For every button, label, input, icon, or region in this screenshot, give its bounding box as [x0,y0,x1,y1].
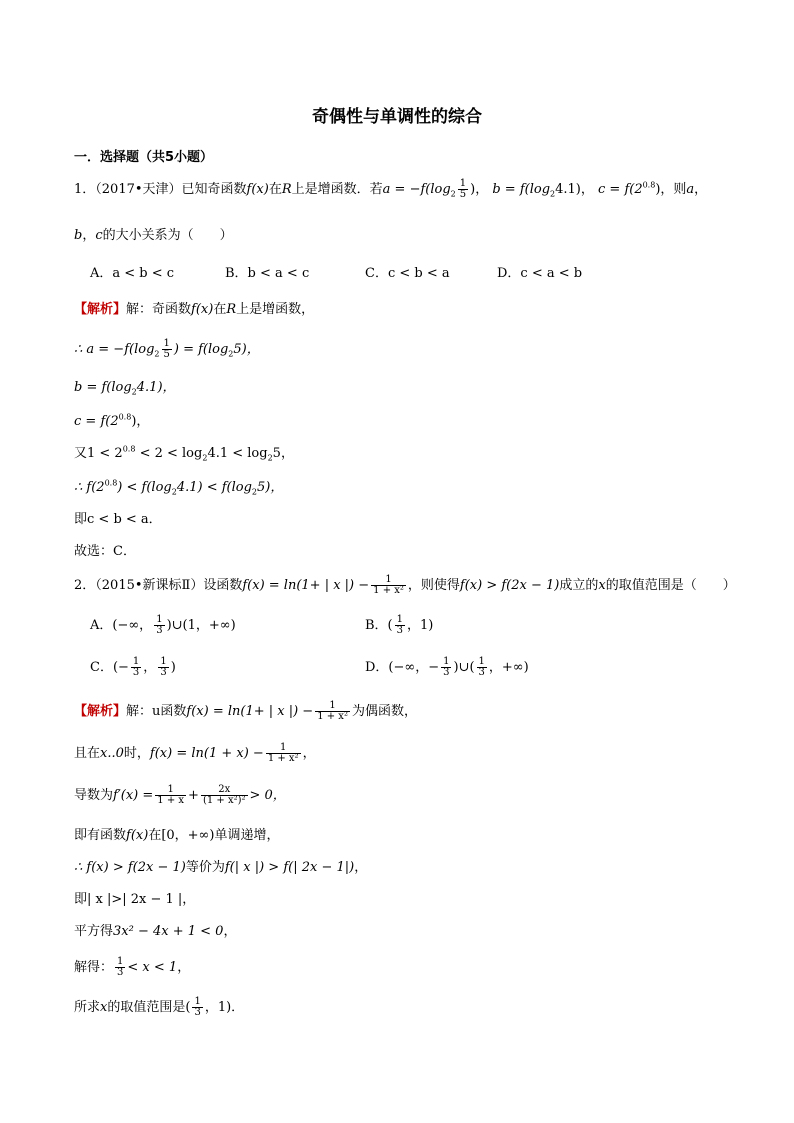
q2-solution-line8: 解得： $\frac{1}{3}$ < x < 1， [74,956,191,978]
q2-solution-line5: ∴ f(x) > f(2x − 1)等价为f(| x |) > f(| 2x − 1|)， [74,860,368,875]
q2-solution-line1: 【解析】解：u函数f(x) = ln(1+ | x |) − $\frac{1}{\text{1 + x²}}$ 为偶函数， [74,700,417,722]
q2-solution-line7: 平方得3x² − 4x + 1 < 0， [74,924,237,939]
section-heading: 一．选择题（共5小题） [74,150,214,165]
q1-solution-line4: $c = f(2^{0.8})$， [74,412,150,429]
q1-solution-line1: 【解析】解：奇函数f(x)在R上是增函数， [74,302,315,317]
q1-option-b: B．b < a < c [225,266,310,281]
q1-solution-line5: 又$1 < 2^{0.8} < 2 < \log_24.1 < \log_25$， [74,444,294,463]
q1-option-d: D．c < a < b [497,266,583,281]
q1-solution-line6: ∴ $f(2^{0.8}) < f(\log_24.1) < f(\log_25)$， [74,478,284,497]
q2-option-c: C．(− $\frac{1}{3}$ ， $\frac{1}{3}$ ) [90,656,176,678]
q1-solution-line2: ∴ $a = -f(\log_2$ $\frac{1}{5}$ ) = $f(\log_25)$， [74,338,260,360]
q1-solution-line7: 即c < b < a． [74,512,162,527]
page-title: 奇偶性与单调性的综合 [312,107,482,127]
q2-stem: 2．（2015•新课标Ⅱ）设函数f(x) = ln(1+ | x |) − $\frac{1}{\text{1 + x²}}$ ，则使得f(x) > f(2x − 1)成立的x的取值范围是（ ） [74,574,736,596]
q2-solution-line3: 导数为f′(x) = $\frac{1}{1 + x}$ + $\frac{2x}{\text{(1 + x²)²}}$ > 0， [74,784,286,806]
q1-solution-line3: $b = f(\log_24.1)$， [74,380,176,397]
q1-stem-line2: b，c的大小关系为（ ） [74,228,233,243]
q2-option-d: D．(−∞，− $\frac{1}{3}$ )∪( $\frac{1}{3}$ ，+∞) [365,656,529,678]
q2-solution-line4: 即有函数f(x)在[0，+∞)单调递增， [74,828,280,843]
q2-solution-line9: 所求x的取值范围是( $\frac{1}{3}$ ，1)． [74,996,245,1018]
q1-stem-line1: 1．（2017•天津）已知奇函数f(x)在R上是增函数．若$a = -f(\log_2$ $\frac{1}{5}$ )， $b = f(\log_24.1)$， $c = f(2^{0.8})$，则a， [74,178,708,200]
q1-option-c: C．c < b < a [365,266,450,281]
q2-solution-line6: 即| x |>| 2x − 1 |， [74,892,196,907]
q1-option-a: A．a < b < c [90,266,175,281]
q2-option-b: B．( $\frac{1}{3}$ ，1) [365,614,434,636]
q2-solution-line2: 且在x..0时，f(x) = ln(1 + x) − $\frac{1}{\text{1 + x²}}$ ， [74,742,316,764]
q1-solution-line8: 故选：C． [74,544,136,559]
q2-option-a: A．(−∞， $\frac{1}{3}$ )∪(1，+∞) [90,614,236,636]
